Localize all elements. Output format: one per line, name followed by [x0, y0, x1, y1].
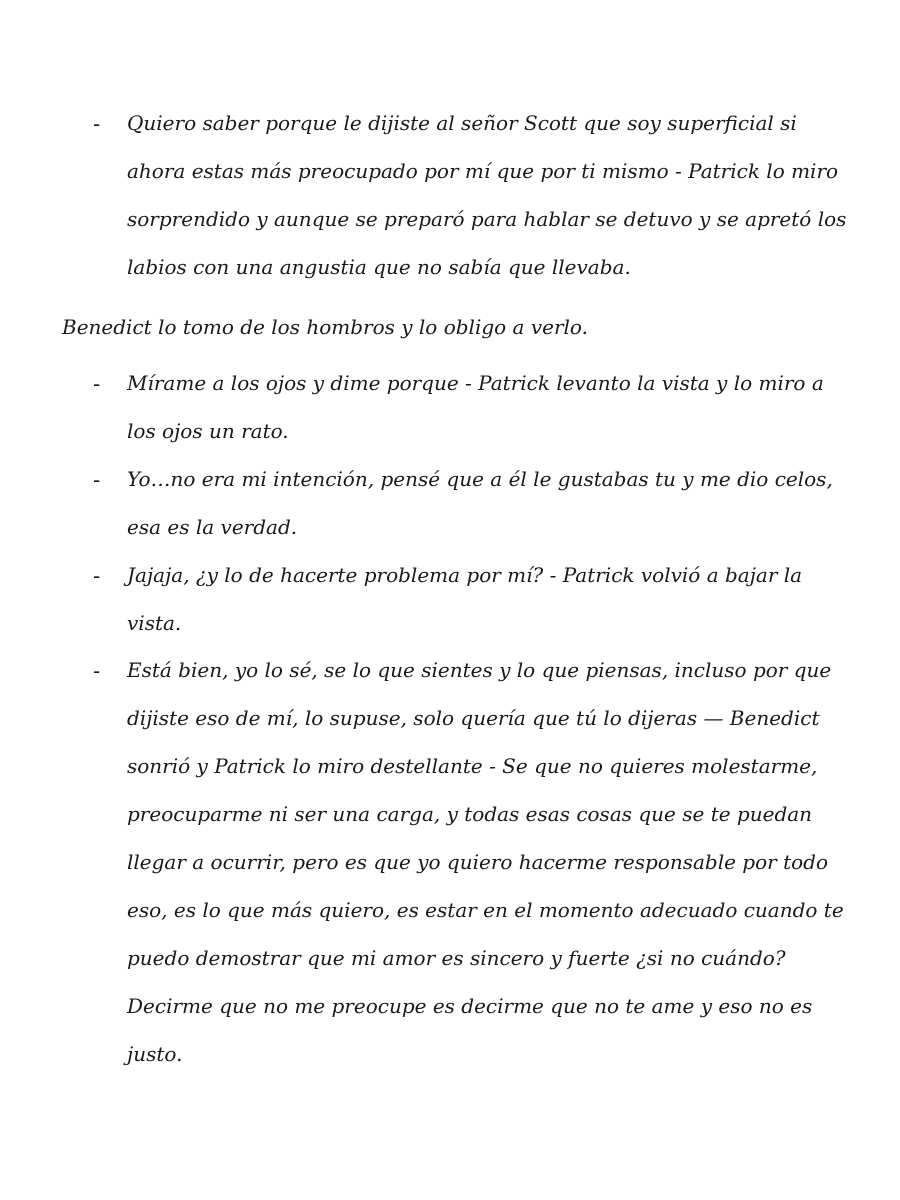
- dialogue-text: Mírame a los ojos y dime porque - Patrick levanto la vista y lo miro a los ojos un rato.: [127, 371, 824, 443]
- dialogue-dash: -: [93, 659, 101, 683]
- dialogue-dash: -: [93, 564, 101, 588]
- dialogue-dash: -: [93, 372, 101, 396]
- dialogue-dash: -: [93, 112, 101, 136]
- dialogue-text: Yo…no era mi intención, pensé que a él le gustabas tu y me dio celos, esa es la verdad.: [127, 467, 833, 539]
- dialogue-text: Está bien, yo lo sé, se lo que sientes y lo que piensas, incluso por que dijiste eso de mí, lo supuse, solo quería que tú lo dijeras — Benedict sonrió y Patrick lo miro destellante - Se que no quieres molestarme, preocuparme ni ser una carga, y todas esas cosas que se te puedan llegar a ocurrir, pero es que yo quiero hacerme responsable por todo eso, es lo que más quiero, es estar en el momento adecuado cuando te puedo demostrar que mi amor es sincero y fuerte ¿si no cuándo? Decirme que no me preocupe es decirme que no te ame y eso no es justo.: [127, 658, 844, 1066]
- dialogue-text: Jajaja, ¿y lo de hacerte problema por mí? - Patrick volvió a bajar la vista.: [127, 563, 803, 635]
- dialogue-dash: -: [93, 468, 101, 492]
- narration-paragraph: Benedict lo tomo de los hombros y lo obligo a verlo.: [62, 315, 588, 339]
- dialogue-text: Quiero saber porque le dijiste al señor Scott que soy superficial si ahora estas más preocupado por mí que por ti mismo - Patrick lo miro sorprendido y aunque se preparó para hablar se detuvo y se apretó los labios con una angustia que no sabía que llevaba.: [127, 111, 847, 279]
